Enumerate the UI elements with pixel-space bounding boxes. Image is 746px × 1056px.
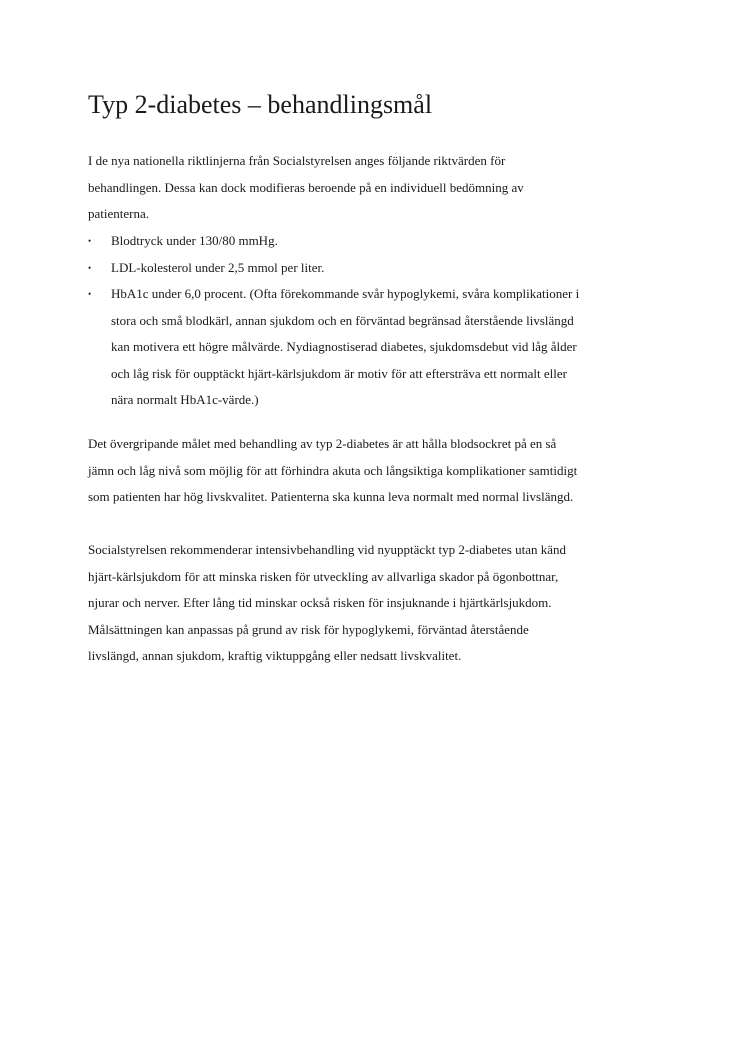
paragraph-line: njurar och nerver. Efter lång tid minskar också risken för insjuknande i hjärtkärlsjukdom. (88, 595, 552, 610)
paragraph-line: Det övergripande målet med behandling av typ 2-diabetes är att hålla blodsockret på en så (88, 436, 557, 451)
paragraph-line: hjärt-kärlsjukdom för att minska risken för utveckling av allvarliga skador på ögonbottnar, (88, 568, 559, 584)
target-values-list (88, 228, 579, 414)
intro-line: patienterna. (88, 206, 149, 221)
paragraph-line: livslängd, annan sjukdom, kraftig viktuppgång eller nedsatt livskvalitet. (88, 648, 462, 663)
paragraph-line: jämn och låg nivå som möjlig för att förhindra akuta och långsiktiga komplikationer samtidigt (88, 462, 578, 478)
list-item-text: kan motivera ett högre målvärde. Nydiagnostiserad diabetes, sjukdomsdebut vid låg ålder (111, 339, 577, 354)
list-item-blood-pressure (88, 228, 579, 255)
bullet-marker: • (88, 289, 92, 299)
overall-goal-paragraph (88, 431, 577, 511)
list-item-text: Blodtryck under 130/80 mmHg. (111, 233, 278, 248)
list-item-hba1c (88, 281, 579, 414)
paragraph-line: Målsättningen kan anpassas på grund av risk för hypoglykemi, förväntad återstående (88, 621, 529, 637)
bullet-marker: • (88, 262, 92, 273)
list-item-text: HbA1c under 6,0 procent. (Ofta förekommande svår hypoglykemi, svåra komplikationer i (111, 286, 580, 301)
intro-paragraph (88, 148, 524, 228)
intro-line: behandlingen. Dessa kan dock modifieras beroende på en individuell bedömning av (88, 179, 524, 195)
recommendation-paragraph (88, 537, 566, 670)
bullet-marker: • (88, 236, 92, 246)
list-item-text: och låg risk för oupptäckt hjärt-kärlsjukdom är motiv för att eftersträva ett normalt eller (111, 365, 567, 381)
list-item-text: LDL-kolesterol under 2,5 mmol per liter. (111, 259, 325, 275)
paragraph-line: som patienten har hög livskvalitet. Patienterna ska kunna leva normalt med normal livslängd. (88, 489, 574, 504)
page-title: Typ 2-diabetes – behandlingsmål (88, 90, 433, 119)
paragraph-line: Socialstyrelsen rekommenderar intensivbehandling vid nyupptäckt typ 2-diabetes utan känd (88, 542, 566, 557)
list-item-text: stora och små blodkärl, annan sjukdom och en förväntad begränsad återstående livslängd (111, 312, 574, 328)
intro-line: I de nya nationella riktlinjerna från Socialstyrelsen anges följande riktvärden för (88, 153, 506, 168)
list-item-text: nära normalt HbA1c-värde.) (111, 392, 259, 407)
list-item-ldl-cholesterol (88, 255, 579, 282)
